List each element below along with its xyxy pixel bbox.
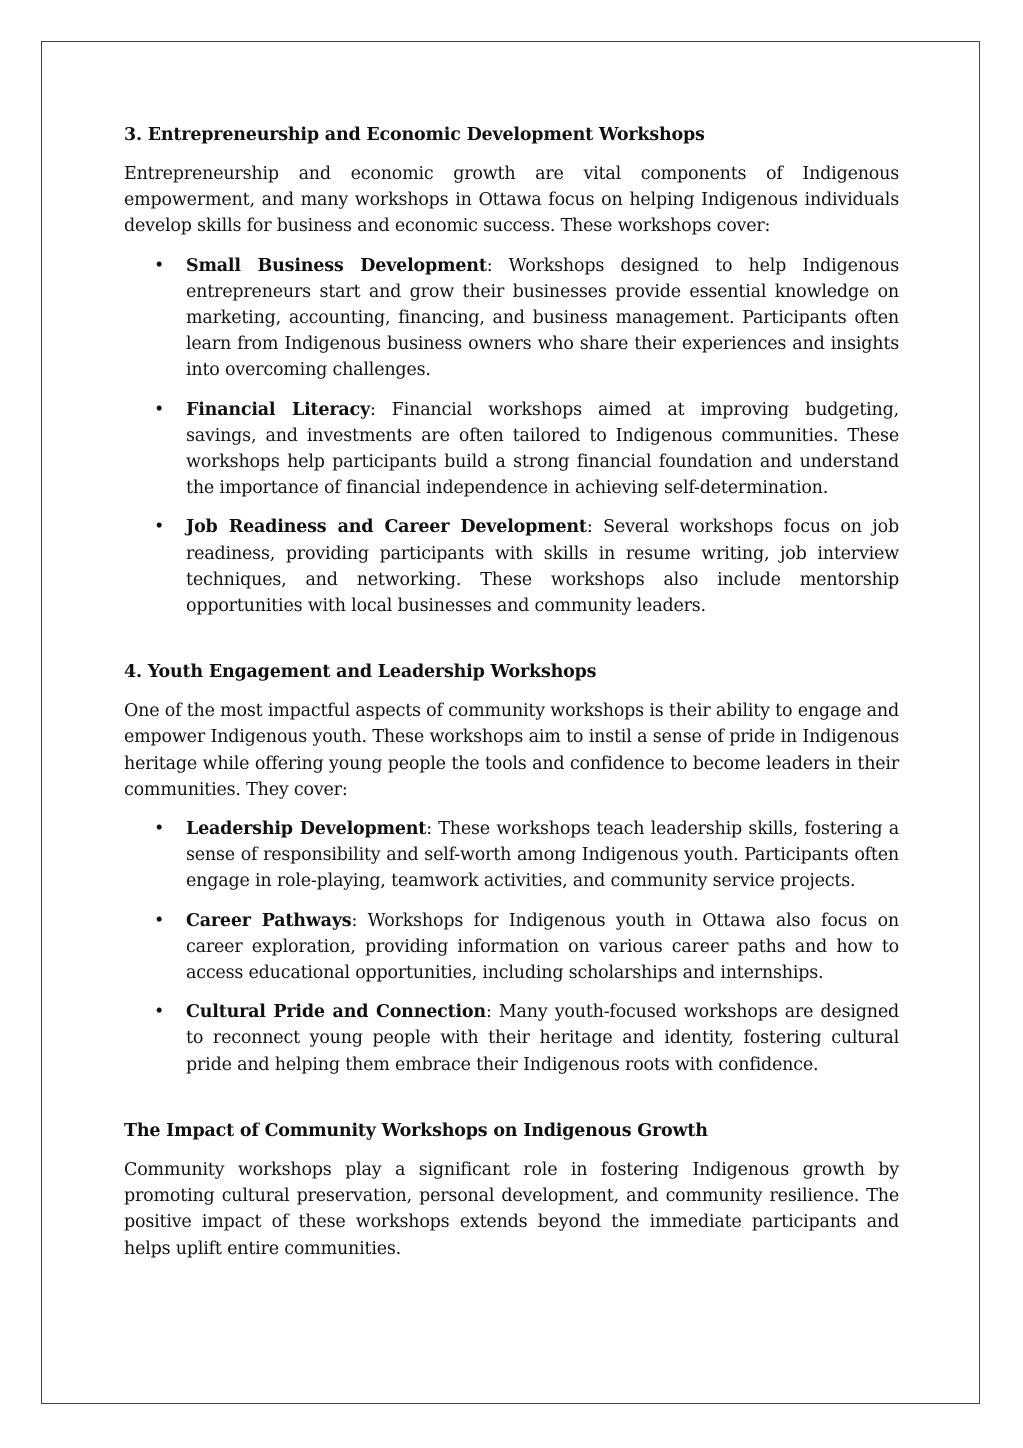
list-item [124, 397, 899, 502]
section-heading: 4. Youth Engagement and Leadership Workshops [124, 662, 597, 683]
item-title: Small Business Development [186, 255, 487, 276]
bullet-icon: • [154, 399, 165, 420]
item-text: : Several workshops focus on job readiness, providing participants with skills in resume writing, job interview techniques, and networking. These workshops also include mentorship opportunities with local businesses and community leaders. [186, 517, 899, 617]
section-youth [124, 659, 899, 1078]
bullet-icon: • [154, 1002, 165, 1023]
item-title: Leadership Development [186, 819, 427, 840]
section-intro: Community workshops play a significant role in fostering Indigenous growth by promoting cultural preservation, personal development, and community resilience. The positive impact of these workshops extends beyond the immediate participants and helps uplift entire communities. [124, 1159, 899, 1259]
bullet-icon: • [154, 819, 165, 840]
item-title: Cultural Pride and Connection [186, 1002, 486, 1023]
section-entrepreneurship [124, 122, 899, 619]
bullet-icon: • [154, 910, 165, 931]
section-heading: 3. Entrepreneurship and Economic Development Workshops [124, 125, 705, 145]
list-item [124, 999, 899, 1078]
list-item [124, 816, 899, 895]
item-title: Financial Literacy [186, 399, 370, 420]
section-intro: Entrepreneurship and economic growth are vital components of Indigenous empowerment, and many workshops in Ottawa focus on helping Indigenous individuals develop skills for business and economic success. These workshops cover: [124, 164, 899, 237]
list-item [124, 253, 899, 384]
item-text: : Workshops designed to help Indigenous entrepreneurs start and grow their businesses provide essential knowledge on marketing, accounting, financing, and business management. Participants often learn from Indigenous business owners who share their experiences and insights into overcoming challenges. [186, 255, 899, 381]
bullet-list [124, 253, 899, 620]
bullet-icon: • [154, 255, 165, 276]
section-heading: The Impact of Community Workshops on Indigenous Growth [124, 1120, 708, 1141]
list-item [124, 908, 899, 987]
document-body [124, 122, 899, 1275]
bullet-icon: • [154, 517, 165, 538]
item-text: : Financial workshops aimed at improving budgeting, savings, and investments are often tailored to Indigenous communities. These workshops help participants build a strong financial foundation and understand the importance of financial independence in achieving self-determination. [186, 399, 899, 499]
item-title: Job Readiness and Career Development [186, 517, 587, 538]
item-text: : These workshops teach leadership skills, fostering a sense of responsibility and self-worth among Indigenous youth. Participants often engage in role-playing, teamwork activities, and community service projects. [186, 819, 899, 892]
section-impact [124, 1118, 899, 1262]
item-text: : Many youth-focused workshops are designed to reconnect young people with their heritage and identity, fostering cultural pride and helping them embrace their Indigenous roots with confidence. [186, 1002, 900, 1075]
item-text: : Workshops for Indigenous youth in Ottawa also focus on career exploration, providing information on various career paths and how to access educational opportunities, including scholarships and internships. [186, 910, 900, 984]
section-intro: One of the most impactful aspects of community workshops is their ability to engage and empower Indigenous youth. These workshops aim to instil a sense of pride in Indigenous heritage while offering young people the tools and confidence to become leaders in their communities. They cover: [124, 701, 899, 800]
item-title: Career Pathways [186, 910, 352, 931]
list-item [124, 514, 899, 619]
bullet-list [124, 816, 899, 1078]
